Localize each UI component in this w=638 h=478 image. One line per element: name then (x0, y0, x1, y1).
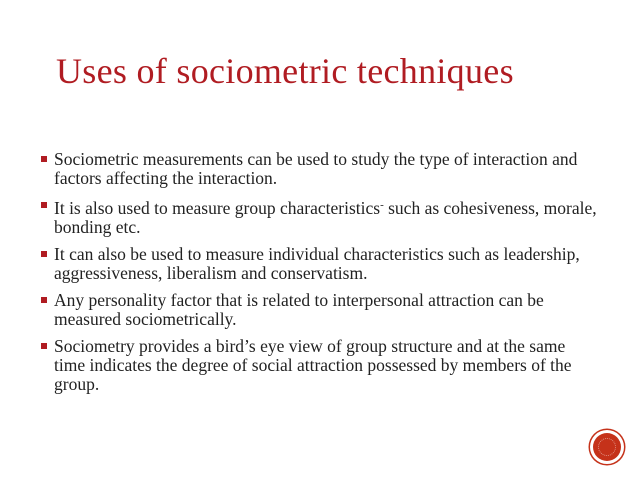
bullet-text-superscript: - (380, 199, 384, 211)
bullet-text: Any personality factor that is related to interpersonal attraction can be measured sociometrically. (54, 290, 544, 329)
bullet-item (40, 291, 600, 329)
bullet-text: Sociometry provides a bird’s eye view of group structure and at the same time indicates the degree of social attraction possessed by members of the group. (54, 336, 572, 394)
slide-title: Uses of sociometric techniques (56, 51, 514, 91)
bullet-item (40, 245, 600, 283)
bullet-text: It can also be used to measure individual characteristics such as leadership, aggressiveness, liberalism and conservatism. (54, 244, 580, 283)
bullet-text-part: such as cohesiveness, morale, bonding etc. (54, 198, 597, 237)
bullet-text: Sociometric measurements can be used to study the type of interaction and factors affecting the interaction. (54, 149, 578, 188)
bullet-text-part: It is also used to measure group characteristics (54, 198, 381, 218)
bullet-item (40, 196, 600, 237)
square-bullet-icon (40, 196, 54, 216)
page-indicator-circle-icon (593, 433, 621, 461)
square-bullet-icon (40, 245, 54, 265)
square-bullet-icon (40, 150, 54, 170)
square-bullet-icon (40, 337, 54, 357)
bullet-list (40, 150, 600, 402)
bullet-item (40, 337, 600, 394)
square-bullet-icon (40, 291, 54, 311)
bullet-item (40, 150, 600, 188)
bullet-text (54, 196, 600, 237)
